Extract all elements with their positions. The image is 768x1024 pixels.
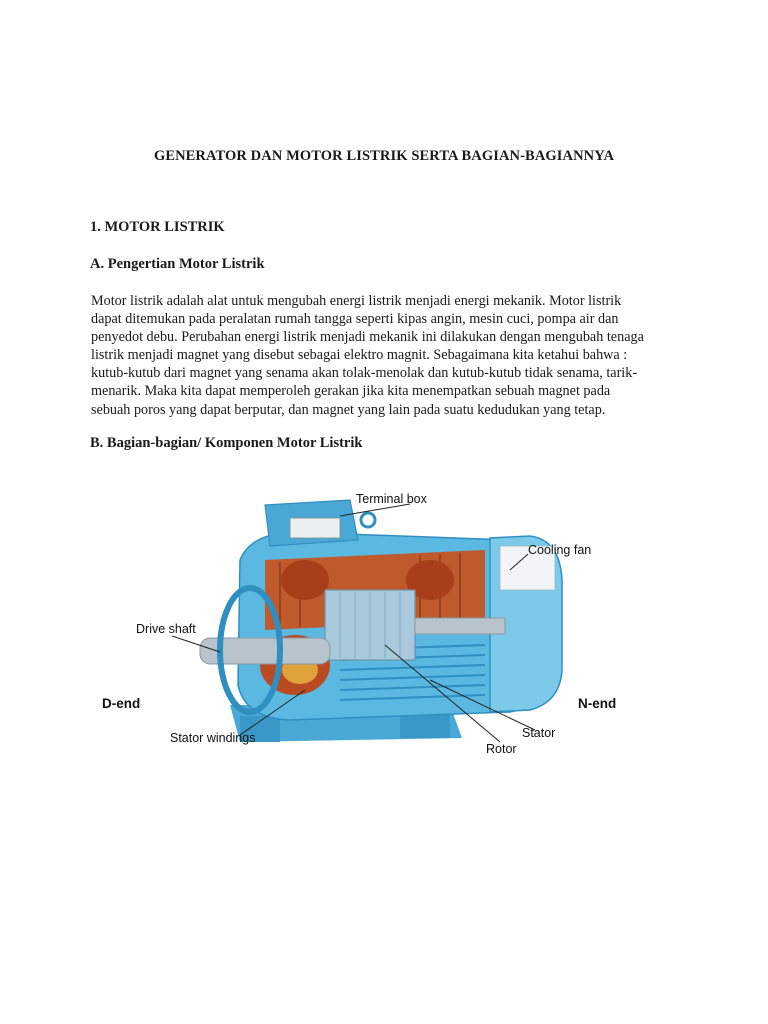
label-n-end: N-end bbox=[578, 696, 617, 711]
document-title: GENERATOR DAN MOTOR LISTRIK SERTA BAGIAN-BAGIANNYA bbox=[153, 148, 615, 164]
paragraph-line: sebuah poros yang dapat berputar, dan magnet yang lain pada suatu kedudukan yang tetap. bbox=[91, 401, 606, 418]
paragraph-line: penyedot debu. Perubahan energi listrik menjadi mekanik ini dilakukan dengan mengubah tenaga bbox=[91, 329, 644, 346]
label-cooling-fan: Cooling fan bbox=[528, 543, 592, 557]
label-rotor: Rotor bbox=[486, 742, 517, 756]
label-stator: Stator bbox=[522, 726, 556, 740]
label-stator-windings: Stator windings bbox=[170, 731, 256, 745]
stator-windings-top bbox=[281, 560, 329, 600]
lifting-eye bbox=[361, 513, 375, 527]
subheading-komponen: B. Bagian-bagian/ Komponen Motor Listrik bbox=[90, 435, 363, 451]
label-drive-shaft: Drive shaft bbox=[136, 622, 196, 636]
paragraph-line: menarik. Maka kita dapat memperoleh gerakan jika kita menempatkan sebuah magnet pada bbox=[91, 383, 611, 400]
label-d-end: D-end bbox=[102, 696, 141, 711]
section-heading-motor-listrik: 1. MOTOR LISTRIK bbox=[90, 219, 225, 235]
motor-cutaway-figure bbox=[90, 480, 650, 770]
definition-paragraph bbox=[91, 292, 691, 419]
paragraph-line: listrik menjadi magnet yang disebut sebagai elektro magnit. Sebagaimana kita ketahui bahwa : bbox=[91, 347, 628, 364]
paragraph-line: kutub-kutub dari magnet yang senama akan tolak-menolak dan kutub-kutub tidak senama, tarik- bbox=[91, 365, 638, 382]
paragraph-line: Motor listrik adalah alat untuk mengubah energi listrik menjadi energi mekanik. Motor listrik bbox=[91, 293, 622, 309]
shaft-rear bbox=[415, 618, 505, 634]
paragraph-line: dapat ditemukan pada peralatan rumah tangga seperti kipas angin, mesin cuci, pompa air dan bbox=[91, 311, 619, 328]
label-terminal-box: Terminal box bbox=[356, 492, 427, 506]
subheading-pengertian: A. Pengertian Motor Listrik bbox=[90, 256, 265, 272]
terminal-block bbox=[290, 518, 340, 538]
